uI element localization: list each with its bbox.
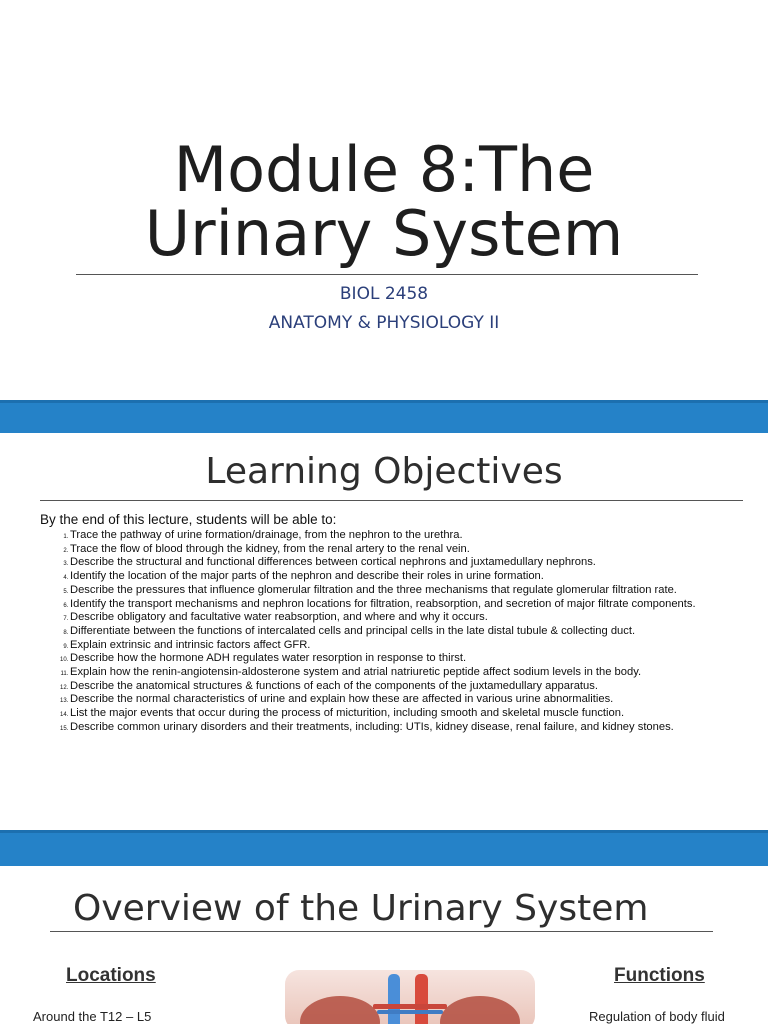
objective-item: 2. Trace the flow of blood through the kidney, from the renal artery to the renal vein. <box>70 543 768 557</box>
objective-item: 1. Trace the pathway of urine formation/drainage, from the nephron to the urethra. <box>70 529 768 543</box>
functions-heading: Functions <box>614 965 705 986</box>
objective-item: 8. Differentiate between the functions of intercalated cells and principal cells in the late distal tubule & collecting duct. <box>70 625 768 639</box>
locations-text: Around the T12 – L5 <box>33 1009 152 1024</box>
title-slide <box>0 0 768 400</box>
objectives-slide <box>0 433 768 830</box>
objective-item: 9. Explain extrinsic and intrinsic factors affect GFR. <box>70 639 768 653</box>
module-title <box>0 133 768 270</box>
urinary-anatomy-image <box>285 970 535 1024</box>
overview-divider <box>50 931 713 932</box>
objective-item: 12. Describe the anatomical structures & functions of each of the components of the juxtamedullary apparatus. <box>70 680 768 694</box>
objective-item: 10. Describe how the hormone ADH regulates water resorption in response to thirst. <box>70 652 768 666</box>
module-title-line1: Module 8:The <box>173 133 595 206</box>
slide-separator-line <box>0 400 768 403</box>
functions-text: Regulation of body fluid <box>589 1009 725 1024</box>
objective-item: 4. Identify the location of the major parts of the nephron and describe their roles in urine formation. <box>70 570 768 584</box>
objective-item: 5. Describe the pressures that influence glomerular filtration and the three mechanisms that regulate glomerular filtration rate. <box>70 584 768 598</box>
objectives-divider <box>40 500 743 501</box>
objective-item: 14. List the major events that occur during the process of micturition, including smooth and skeletal muscle function. <box>70 707 768 721</box>
objective-item: 11. Explain how the renin-angiotensin-aldosterone system and atrial natriuretic peptide affect sodium levels in the body. <box>70 666 768 680</box>
overview-slide <box>0 866 768 1024</box>
course-code: BIOL 2458 <box>339 284 429 304</box>
objective-item: 13. Describe the normal characteristics of urine and explain how these are affected in various urine abnormalities. <box>70 693 768 707</box>
objective-item: 6. Identify the transport mechanisms and nephron locations for filtration, reabsorption, and secretion of major filtrate components. <box>70 598 768 612</box>
locations-heading: Locations <box>66 965 156 986</box>
overview-title: Overview of the Urinary System <box>73 888 649 929</box>
title-divider <box>76 274 698 275</box>
objectives-intro: By the end of this lecture, students will be able to: <box>40 512 337 527</box>
objective-item: 7. Describe obligatory and facultative water reabsorption, and where and why it occurs. <box>70 611 768 625</box>
objective-item: 15. Describe common urinary disorders and their treatments, including: UTIs, kidney disease, renal failure, and kidney stones. <box>70 721 768 735</box>
slide-separator-band <box>0 400 768 433</box>
module-title-line2: Urinary System <box>144 197 624 270</box>
objectives-title: Learning Objectives <box>205 451 563 492</box>
slide-separator-line <box>0 830 768 833</box>
course-name: ANATOMY & PHYSIOLOGY II <box>268 313 500 333</box>
slide-separator-band <box>0 830 768 866</box>
objective-item: 3. Describe the structural and functional differences between cortical nephrons and juxtamedullary nephrons. <box>70 556 768 570</box>
objectives-list <box>40 529 768 735</box>
